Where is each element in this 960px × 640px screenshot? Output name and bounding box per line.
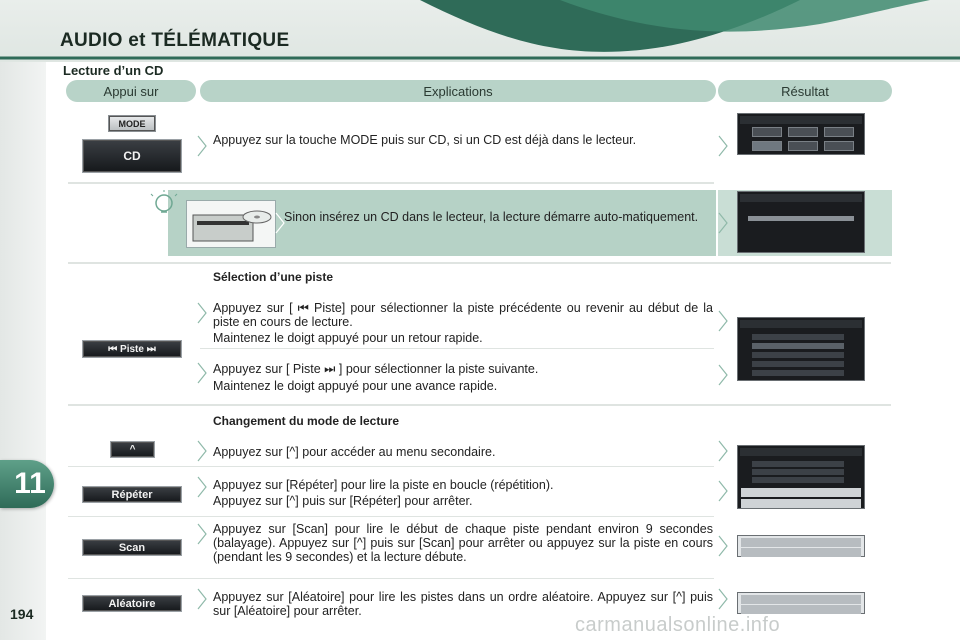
- up-button[interactable]: ^: [110, 441, 155, 458]
- mode-button[interactable]: MODE: [108, 115, 156, 132]
- chevron-right-icon: [197, 302, 207, 324]
- result-screen-random: [737, 592, 865, 614]
- page-number: 194: [10, 606, 34, 622]
- row-divider: [200, 348, 714, 349]
- result-screen-source-menu: [737, 113, 865, 155]
- chevron-right-icon: [197, 440, 207, 462]
- track-subhead: Sélection d’une piste: [213, 270, 334, 284]
- column-header-resultat: Résultat: [718, 80, 892, 102]
- prev-track-explanation: Appuyez sur [ ⏮ Piste] pour sélectionner la piste précédente ou revenir au début de la piste en cours de lecture.: [213, 301, 713, 329]
- chevron-right-icon: [197, 523, 207, 545]
- mode-explanation: Appuyez sur la touche MODE puis sur CD, si un CD est déjà dans le lecteur.: [213, 133, 637, 147]
- chapter-tab: 11: [0, 460, 54, 508]
- page-header: [0, 0, 960, 62]
- chevron-right-icon: [197, 588, 207, 610]
- track-button[interactable]: ⏮ Piste ⏭: [82, 340, 182, 358]
- next-track-hold: Maintenez le doigt appuyé pour une avance rapide.: [213, 379, 498, 393]
- page-title: AUDIO et TÉLÉMATIQUE: [60, 30, 290, 51]
- watermark: carmanualsonline.info: [575, 614, 781, 636]
- repeat-stop: Appuyez sur [^] puis sur [Répéter] pour arrêter.: [213, 494, 473, 508]
- row-divider: [68, 262, 891, 264]
- playmode-subhead: Changement du mode de lecture: [213, 414, 400, 428]
- repeat-button[interactable]: Répéter: [82, 486, 182, 503]
- chevron-right-icon: [718, 440, 728, 462]
- next-track-explanation: Appuyez sur [ Piste ⏭ ] pour sélectionner la piste suivante.: [213, 362, 539, 376]
- column-header-explications: Explications: [200, 80, 716, 102]
- prev-track-hold: Maintenez le doigt appuyé pour un retour rapide.: [213, 331, 483, 345]
- chevron-right-icon: [718, 212, 728, 234]
- cd-slot-illustration: [186, 200, 276, 248]
- cd-button[interactable]: CD: [82, 139, 182, 173]
- scan-explanation: Appuyez sur [Scan] pour lire le début de chaque piste pendant environ 9 secondes (balayage). Appuyez sur [^] puis sur [Scan] pour arrêter ou appuyez sur la piste en cours (pendant les 9 secondes) et la lecture débute.: [213, 522, 713, 564]
- cd-insert-icon: [187, 201, 275, 247]
- left-margin-strip: [0, 62, 46, 640]
- chevron-right-icon: [197, 135, 207, 157]
- row-divider: [68, 182, 714, 184]
- scan-button[interactable]: Scan: [82, 539, 182, 556]
- chevron-right-icon: [718, 135, 728, 157]
- light-bulb-icon: [150, 190, 178, 218]
- random-button[interactable]: Aléatoire: [82, 595, 182, 612]
- result-screen-tracklist: [737, 317, 865, 381]
- insert-explanation: Sinon insérez un CD dans le lecteur, la lecture démarre auto-matiquement.: [284, 210, 699, 224]
- chevron-right-icon: [718, 480, 728, 502]
- chevron-right-icon: [718, 588, 728, 610]
- column-header-appui: Appui sur: [66, 80, 196, 102]
- row-divider: [68, 516, 714, 517]
- chevron-right-icon: [197, 362, 207, 384]
- chevron-right-icon: [718, 310, 728, 332]
- section-title: Lecture d’un CD: [63, 63, 164, 78]
- row-divider: [68, 466, 714, 467]
- chevron-right-icon: [718, 535, 728, 557]
- repeat-explanation: Appuyez sur [Répéter] pour lire la piste en boucle (répétition).: [213, 478, 554, 492]
- chevron-right-icon: [718, 364, 728, 386]
- row-divider: [68, 404, 891, 406]
- result-screen-secondary-menu: [737, 445, 865, 509]
- up-explanation: Appuyez sur [^] pour accéder au menu secondaire.: [213, 445, 496, 459]
- chevron-right-icon: [197, 476, 207, 498]
- row-divider: [68, 578, 714, 579]
- result-screen-preparing: [737, 191, 865, 253]
- random-explanation: Appuyez sur [Aléatoire] pour lire les pistes dans un ordre aléatoire. Appuyez sur [^] puis sur [Aléatoire] pour arrêter.: [213, 590, 713, 618]
- result-screen-scan: [737, 535, 865, 557]
